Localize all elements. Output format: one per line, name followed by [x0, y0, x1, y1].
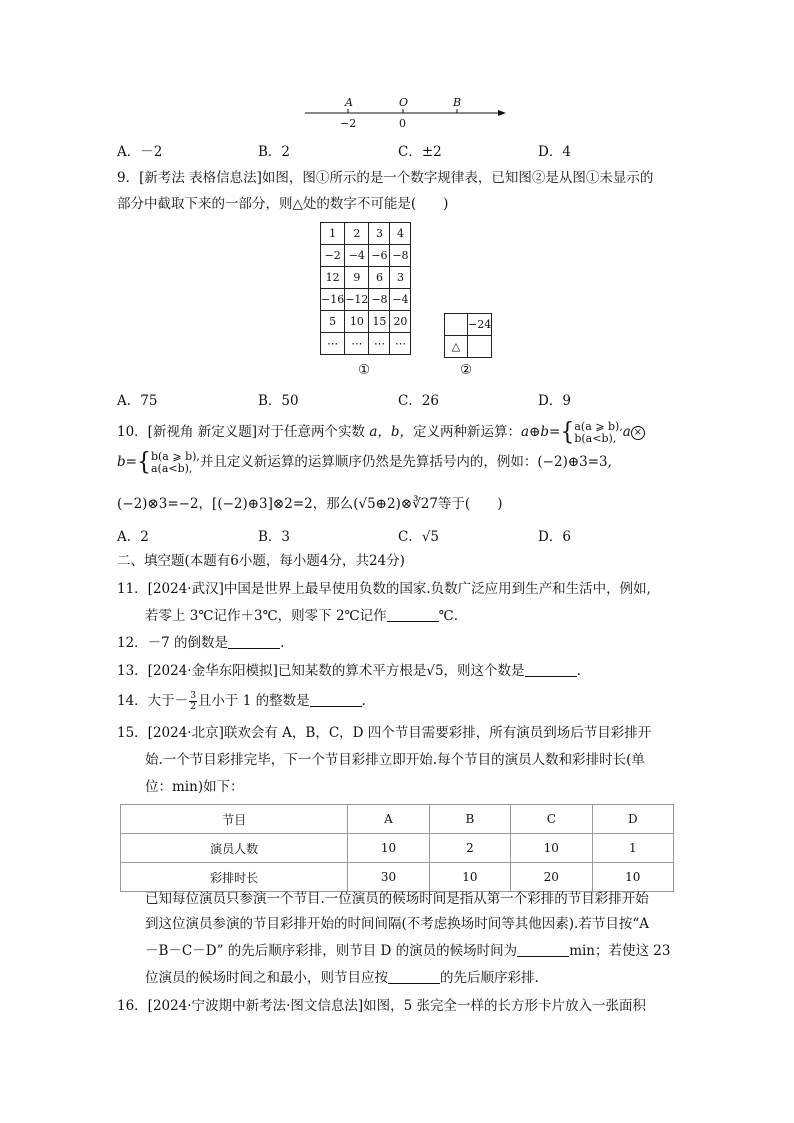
point-o-label: O: [399, 96, 409, 109]
q10-stem-line3: (−2)⊗3=−2，[(−2)⊕3]⊗2=2，那么(√5⊕2)⊗∛27等于( ): [117, 496, 503, 512]
table-header-row: 节目 A B C D: [121, 805, 674, 834]
q15-stem-line2: 始.一个节目彩排完毕，下一个节目彩排立即开始.每个节目的演员人数和彩排时长(单: [145, 752, 645, 768]
q10-option-a: A．2: [117, 529, 149, 545]
q11-stem-line2: 若零上 3℃记作＋3℃，则零下 2℃记作 ℃.: [145, 608, 459, 624]
answer-blank[interactable]: [388, 969, 440, 984]
q15-stem-line7: 位演员的候场时间之和最小，则节目应按 的先后顺序彩排.: [145, 970, 539, 986]
figure-label-2: ②: [460, 362, 473, 378]
triangle-icon: △: [445, 336, 468, 358]
q9-pattern-table: 1 2 3 4 −2 −4 −6 −8 12 9 6 3 −16 −12 −8 −4 5 10 15 20 ⋯ ⋯ ⋯ ⋯: [320, 222, 411, 355]
q10-option-b: B．3: [258, 529, 291, 545]
q15-stem-line6: －B－C－D” 的先后顺序彩排，则节目 D 的演员的候场时间为 min；若使这 23: [145, 943, 671, 959]
answer-blank[interactable]: [517, 942, 569, 957]
q15-stem-line3: 位：min)如下：: [145, 779, 244, 795]
q8-option-d: D．4: [538, 144, 571, 160]
q9-stem-line2: 部分中截取下来的一部分，则△处的数字不可能是( ): [117, 196, 449, 212]
q9-option-b: B．50: [258, 393, 299, 409]
q15-stem-line4: 已知每位演员只参演一个节目.一位演员的候场时间是指从第一个彩排的节目彩排开始: [145, 891, 649, 907]
q15-rehearsal-table: [120, 804, 674, 892]
figure-label-1: ①: [358, 362, 371, 378]
q9-option-d: D．9: [538, 393, 571, 409]
q10-option-d: D．6: [538, 529, 571, 545]
otimes-icon: ×: [631, 426, 645, 440]
answer-blank[interactable]: [228, 634, 280, 649]
q10-stem-line1: 10．[新视角 新定义题]对于任意两个实数 a，b，定义两种新运算：a⊕b={ a(a ⩾ b), b(a<b), a ×: [117, 420, 645, 445]
q16-stem-line1: 16．[2024·宁波期中新考法·图文信息法]如图，5 张完全一样的长方形卡片放入一张面积: [117, 998, 647, 1014]
q9-option-a: A．75: [117, 393, 158, 409]
q9-stem-line1: 9．[新考法 表格信息法]如图，图①所示的是一个数字规律表，已知图②是从图①未显示的: [117, 170, 654, 186]
tick-zero: 0: [399, 117, 406, 130]
arrow-icon: [498, 110, 506, 116]
point-a-label: A: [345, 96, 353, 109]
answer-blank[interactable]: [525, 662, 577, 677]
q10-option-c: C．√5: [398, 529, 440, 545]
q8-option-c: C．±2: [398, 144, 442, 160]
q9-fragment-table: −24 △: [444, 313, 492, 358]
answer-blank[interactable]: [387, 607, 439, 622]
q9-option-c: C．26: [398, 393, 440, 409]
q8-option-b: B．2: [258, 144, 291, 160]
q15-stem-line1: 15．[2024·北京]联欢会有 A，B，C，D 四个节目需要彩排，所有演员到场后节目彩排开: [117, 725, 652, 741]
q12-stem: 12．－7 的倒数是 .: [117, 635, 285, 651]
q13-stem: 13．[2024·金华东阳模拟]已知某数的算术平方根是√5，则这个数是 .: [117, 663, 581, 679]
section-heading: 二、填空题(本题有6小题，每小题4分，共24分): [117, 553, 405, 569]
answer-blank[interactable]: [310, 692, 362, 707]
q11-stem-line1: 11．[2024·武汉]中国是世界上最早使用负数的国家.负数广泛应用到生产和生活中，例如,: [117, 581, 651, 597]
q10-stem-line2: b={ b(a ⩾ b), a(a<b), 并且定义新运算的运算顺序仍然是先算括号内的，例如：(−2)⊕3=3,: [117, 448, 612, 476]
table-row: 演员人数 10 2 10 1: [121, 834, 674, 863]
q15-stem-line5: 到这位演员参演的节目彩排开始的时间间隔(不考虑换场时间等其他因素).若节目按“A: [145, 916, 649, 932]
table-row: 彩排时长 30 10 20 10: [121, 863, 674, 892]
q14-stem: 14．大于－ $\frac{3}{2}$ 且小于 1 的整数是 .: [117, 691, 366, 712]
point-b-label: B: [453, 96, 462, 109]
q8-option-a: A．－2: [117, 144, 163, 160]
tick-minus-two: −2: [340, 117, 357, 130]
